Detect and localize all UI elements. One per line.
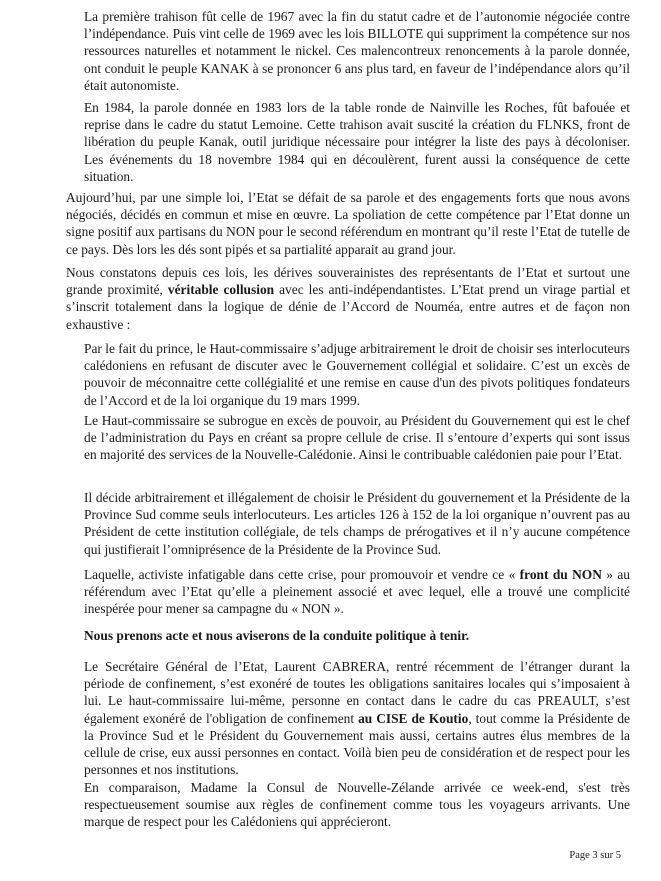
- paragraph-text: La première trahison fût celle de 1967 avec la fin du statut cadre et de l’autonomie négociée contre l’indépendance. Puis vint celle de 1969 avec les lois BILLOTE qui suppriment la compétence sur nos ressources naturelles et notamment le nickel. Ces malencontreux renoncements à la parole donnée, ont conduit le peuple KANAK à se prononcer 6 ans plus tard, en faveur de l’indépendance alors qu’il était autonomiste.: [84, 9, 630, 93]
- bold-front-du-non: front du NON: [519, 567, 602, 582]
- paragraph-prise-acte: [84, 627, 630, 644]
- paragraph-text: Nous constatons depuis ces lois, les dérives souverainistes des représentants de l’Etat et surtout une grande proximité,: [66, 265, 630, 298]
- page-number: Page 3 sur 5: [569, 850, 621, 861]
- paragraph-collusion: [66, 264, 630, 333]
- paragraph-aujourdhui: [66, 189, 630, 258]
- paragraph-secretaire-general: [84, 658, 630, 778]
- paragraph-consul-nz: [84, 779, 630, 831]
- paragraph-interlocuteurs: [84, 489, 630, 558]
- bold-collusion: véritable collusion: [167, 282, 275, 298]
- paragraph-text: avec les anti-indépendantistes. L’Etat prend un virage partial et s’inscrit totalement dans la logique de dénie de l’Accord de Nouméa, entre autres et de façon non exhaustive :: [66, 282, 630, 332]
- paragraph-text: » au référendum avec l’Etat qu’elle a pleinement associé et avec lequel, elle a trouvé une complicité inespérée pour mener sa campagne du « NON ».: [84, 567, 630, 617]
- bold-cise-koutio: au CISE de Koutio: [358, 710, 469, 726]
- paragraph-text: Laquelle, activiste infatigable dans cette crise, pour promouvoir et vendre ce «: [84, 567, 520, 582]
- paragraph-text: Il décide arbitrairement et illégalement de choisir le Président du gouvernement et la Présidente de la Province Sud comme seuls interlocuteurs. Les articles 126 à 152 de la loi organique n’ouvrent pas au Président de cette institution collégiale, de tels champs de prérogatives et il n’y aucune compétence qui justifierait l’omniprésence de la Présidente de la Province Sud.: [84, 490, 630, 557]
- paragraph-1967-betrayal: [84, 8, 630, 94]
- paragraph-text: Aujourd’hui, par une simple loi, l’Etat se défait de sa parole et des engagements forts que nous avons négociés, décidés en commun et mise en œuvre. La spoliation de cette compétence par l’Etat donne un signe positif aux partisans du NON pour le second référendum en montrant qu’il reste l’Etat de tutelle de ce pays. Dès lors les dés sont pipés et sa partialité apparait au grand jour.: [66, 190, 630, 257]
- paragraph-subrogation: [84, 412, 630, 464]
- paragraph-front-du-non: [84, 566, 630, 618]
- paragraph-text: , tout comme la Présidente de la Province Sud et le Président du Gouvernement mais aussi, certains autres élus membres de la cellule de crise, eux aussi personnes en contact. Voilà bien peu de considération et de respect pour les personnes et nos institutions.: [84, 710, 631, 778]
- paragraph-fait-du-prince: [84, 340, 630, 409]
- paragraph-1984-nainville: [84, 99, 630, 185]
- paragraph-text: Nous prenons acte et nous aviserons de la conduite politique à tenir.: [84, 628, 470, 643]
- paragraph-text: Par le fait du prince, le Haut-commissaire s’adjuge arbitrairement le droit de choisir ses interlocuteurs calédoniens en refusant de discuter avec le Gouvernement collégial et solidaire. C’est un excès de pouvoir de méconnaitre cette collégialité et une remise en cause d'un des pivots politiques fondateurs de l’Accord et de la loi organique du 19 mars 1999.: [84, 341, 630, 408]
- paragraph-text: En comparaison, Madame la Consul de Nouvelle-Zélande arrivée ce week-end, s'est très respectueusement soumise aux règles de confinement comme tous les voyageurs arrivants. Une marque de respect pour les Calédoniens qui apprécieront.: [84, 780, 630, 830]
- paragraph-text: Le Secrétaire Général de l’Etat, Laurent CABRERA, rentré récemment de l’étranger durant la période de confinement, s’est exonéré de toutes les obligations sanitaires locales qui s’imposaient à lui. Le haut-commissaire lui-même, personne en contact dans le cadre du cas PREAULT, s’est également exonéré de l'obligation de confinement: [84, 659, 630, 726]
- paragraph-text: En 1984, la parole donnée en 1983 lors de la table ronde de Nainville les Roches, fût bafouée et reprise dans le cadre du statut Lemoine. Cette trahison avait suscité la création du FLNKS, front de libération du peuple Kanak, outil juridique nécessaire pour intégrer la liste des pays à décoloniser. Les événements du 18 novembre 1984 qui en découlèrent, furent aussi la conséquence de cette situation.: [84, 100, 630, 184]
- paragraph-text: Le Haut-commissaire se subrogue en excès de pouvoir, au Président du Gouvernement qui est le chef de l’administration du Pays en créant sa propre cellule de crise. Il s’entoure d’experts qui sont issus en majorité des services de la Nouvelle-Calédonie. Ainsi le contribuable calédonien paie pour l’Etat.: [84, 413, 630, 463]
